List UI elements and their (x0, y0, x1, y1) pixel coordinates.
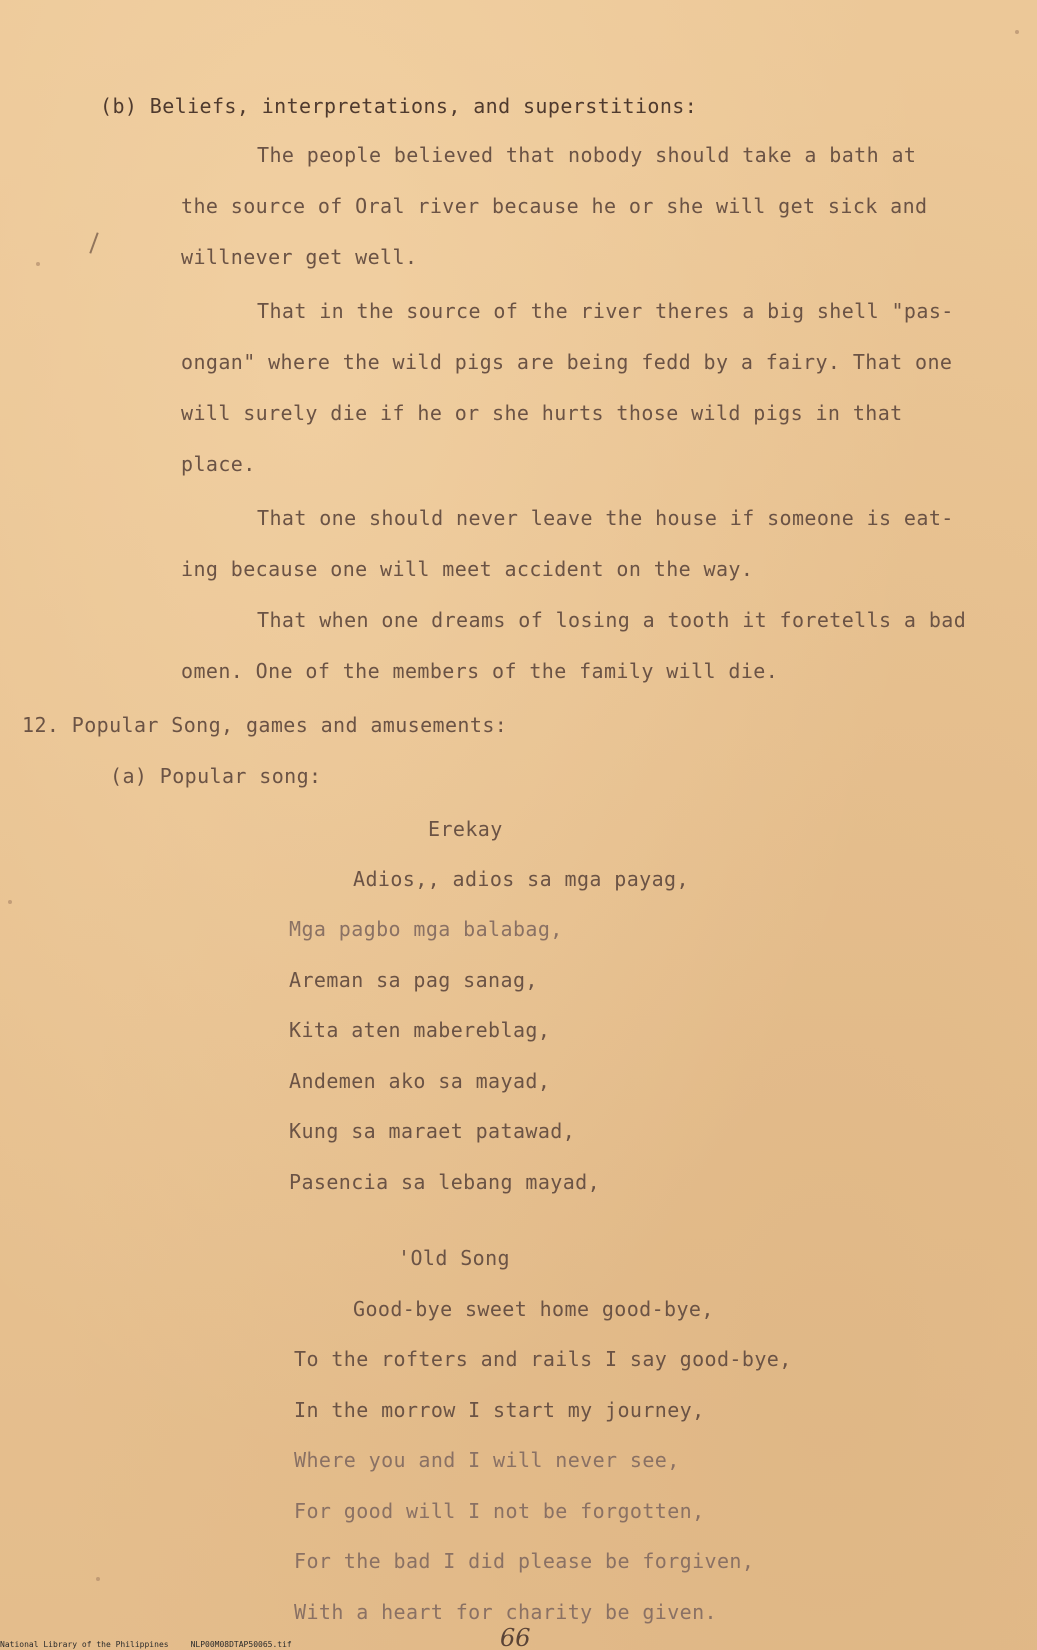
page-number: 66 (500, 1624, 531, 1650)
pencil-mark (89, 232, 98, 253)
song-line: In the morrow I start my journey, (294, 1398, 705, 1422)
song-line: Where you and I will never see, (294, 1448, 680, 1472)
song-line: Pasencia sa lebang mayad, (289, 1170, 601, 1194)
paragraph-line: That when one dreams of losing a tooth it foretells a bad (257, 608, 967, 632)
paper-speck (1015, 30, 1019, 34)
paper-speck (8, 900, 12, 904)
paper-speck (96, 1577, 100, 1581)
song-title: Erekay (428, 817, 503, 841)
song-line: Areman sa pag sanag, (289, 968, 538, 992)
song-line: Andemen ako sa mayad, (289, 1069, 551, 1093)
song-line: For the bad I did please be forgiven, (294, 1549, 755, 1573)
song-line: For good will I not be forgotten, (294, 1499, 705, 1523)
song-line: Kita aten mabereblag, (289, 1018, 551, 1042)
paragraph-line: place. (181, 452, 256, 476)
scan-footer (0, 1640, 292, 1650)
song-line: Adios,, adios sa mga payag, (353, 867, 689, 891)
paragraph-line: That one should never leave the house if someone is eat- (257, 506, 954, 530)
section-heading-beliefs: (b) Beliefs, interpretations, and superstitions: (100, 94, 698, 118)
song-title: 'Old Song (398, 1246, 510, 1270)
paragraph-line: the source of Oral river because he or she will get sick and (181, 194, 928, 218)
footer-file-name: NLP00M08DTAP50065.tif (190, 1640, 292, 1649)
paper-speck (36, 262, 40, 266)
paragraph-line: The people believed that nobody should take a bath at (257, 143, 917, 167)
paragraph-line: willnever get well. (181, 245, 418, 269)
paragraph-line: ongan" where the wild pigs are being fedd by a fairy. That one (181, 350, 953, 374)
section-heading-popular-song: 12. Popular Song, games and amusements: (22, 713, 508, 737)
footer-library-name: National Library of the Philippines (0, 1640, 169, 1649)
song-line: With a heart for charity be given. (294, 1600, 717, 1624)
subsection-heading: (a) Popular song: (110, 764, 322, 788)
song-line: To the rofters and rails I say good-bye, (294, 1347, 792, 1371)
song-line: Good-bye sweet home good-bye, (353, 1297, 714, 1321)
song-line: Mga pagbo mga balabag, (289, 917, 563, 941)
paragraph-line: will surely die if he or she hurts those wild pigs in that (181, 401, 903, 425)
paragraph-line: omen. One of the members of the family will die. (181, 659, 779, 683)
paragraph-line: ing because one will meet accident on the way. (181, 557, 754, 581)
paragraph-line: That in the source of the river theres a big shell "pas- (257, 299, 954, 323)
song-line: Kung sa maraet patawad, (289, 1119, 576, 1143)
